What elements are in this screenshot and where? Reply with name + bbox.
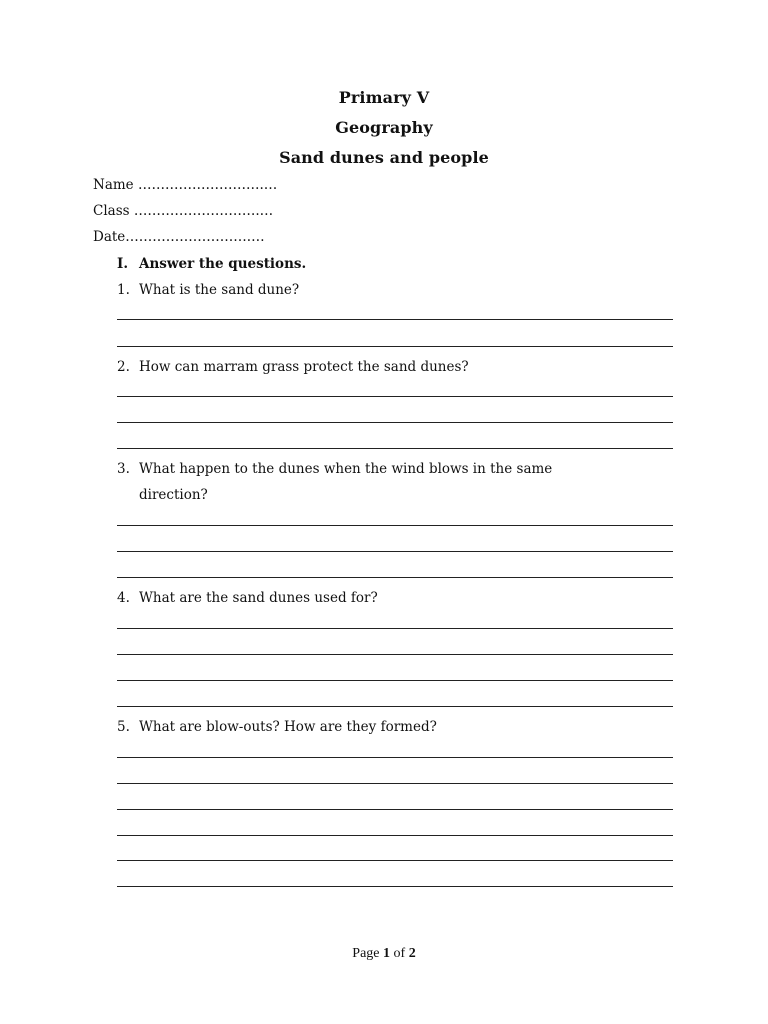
question-2 [117, 354, 469, 380]
answer-line[interactable] [117, 346, 673, 347]
current-page-number: 1 [383, 946, 391, 961]
question-number: 2. [117, 359, 130, 375]
answer-line[interactable] [117, 525, 673, 526]
question-text: What is the sand dune? [139, 282, 300, 298]
question-number: 5. [117, 719, 130, 735]
page-footer [0, 946, 768, 962]
answer-line[interactable] [117, 809, 673, 810]
question-5 [117, 714, 437, 740]
date-field-label: Date……………………….… [93, 229, 265, 245]
section-heading [117, 256, 306, 272]
question-text: What happen to the dunes when the wind blows in the same [139, 461, 553, 477]
answer-line[interactable] [117, 886, 673, 887]
answer-line[interactable] [117, 577, 673, 578]
question-number: 4. [117, 590, 130, 606]
question-text: What are blow-outs? How are they formed? [139, 719, 437, 735]
class-field-label: Class ……………………….… [93, 203, 274, 219]
answer-line[interactable] [117, 835, 673, 836]
page-word: Page [352, 946, 380, 961]
answer-line[interactable] [117, 448, 673, 449]
question-1 [117, 277, 299, 303]
answer-line[interactable] [117, 654, 673, 655]
topic-title: Sand dunes and people [279, 148, 489, 167]
answer-line[interactable] [117, 628, 673, 629]
answer-line[interactable] [117, 783, 673, 784]
section-instruction: Answer the questions. [139, 256, 307, 272]
question-number: 1. [117, 282, 130, 298]
answer-line[interactable] [117, 551, 673, 552]
grade-title: Primary V [338, 88, 430, 107]
name-field-label: Name ……………………….… [93, 177, 278, 193]
total-page-count: 2 [408, 946, 416, 961]
section-numeral: I. [117, 256, 129, 272]
answer-line[interactable] [117, 706, 673, 707]
question-text-continuation: direction? [139, 487, 208, 503]
question-text: What are the sand dunes used for? [139, 590, 378, 606]
answer-line[interactable] [117, 680, 673, 681]
answer-line[interactable] [117, 396, 673, 397]
answer-line[interactable] [117, 860, 673, 861]
answer-line[interactable] [117, 757, 673, 758]
question-number: 3. [117, 461, 130, 477]
question-4 [117, 585, 378, 611]
question-text: How can marram grass protect the sand dunes? [139, 359, 469, 375]
subject-title: Geography [335, 118, 433, 137]
answer-line[interactable] [117, 422, 673, 423]
answer-line[interactable] [117, 319, 673, 320]
of-word: of [393, 946, 406, 961]
question-3 [117, 456, 552, 508]
